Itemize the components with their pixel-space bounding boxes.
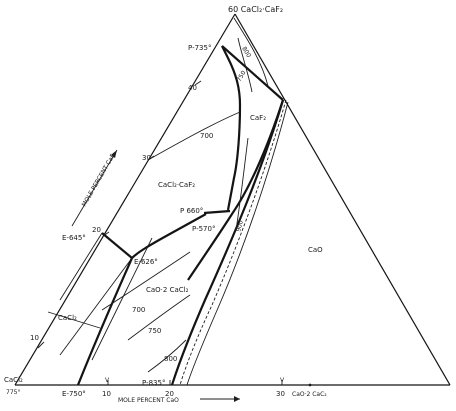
right-edge <box>235 14 450 385</box>
point-e626: E-626° <box>134 258 158 266</box>
field-cacl2-caf2: CaCl₂·CaF₂ <box>158 181 196 189</box>
isotherm-label-800-top: 800 <box>240 45 253 59</box>
left-tick-label-10: 10 <box>30 334 39 342</box>
point-p835: P-835° <box>142 379 166 387</box>
isotherm-label-750-top: 750 <box>235 69 248 83</box>
marker-v-right: V <box>280 377 285 384</box>
left-tick-label-30: 30 <box>142 154 151 162</box>
marker-v-left: V <box>105 377 110 384</box>
point-p660: P 660° <box>180 207 204 215</box>
isotherm-label-800-lower: 800 <box>164 355 178 363</box>
point-e750: E-750° <box>62 390 86 398</box>
boundary-p735-p660 <box>222 46 240 210</box>
field-cao-2cacl2: CaO·2 CaCl₂ <box>146 286 189 294</box>
isotherm-label-700-upper: 700 <box>200 132 214 140</box>
isotherm-label-700-lower: 700 <box>132 306 146 314</box>
field-cacl2: CaCl₂ <box>58 314 77 322</box>
bottom-left-temp: 775° <box>6 389 21 396</box>
field-caf2: CaF₂ <box>250 114 267 122</box>
bottom-compound-label: CaO·2 CaC₂ <box>292 391 327 398</box>
bottom-tick-label-20: 20 <box>165 390 174 398</box>
isotherm-label-750-lower: 750 <box>148 327 162 335</box>
boundary-e645-e626 <box>102 233 132 258</box>
isotherm-label-900: 900 <box>235 219 245 233</box>
left-axis-title: MOLE PERCENT CaF₂ <box>80 150 118 208</box>
left-tick-label-20: 20 <box>92 226 101 234</box>
field-line-1 <box>60 233 102 300</box>
bottom-left-vertex-label: CaCl₂ <box>4 376 23 384</box>
bottom-compound-dot <box>309 384 312 387</box>
boundary-e626-e750 <box>78 258 132 385</box>
boundary-p735-top-right <box>222 46 283 100</box>
point-p735: P-735° <box>188 44 212 52</box>
left-tick-label-40: 40 <box>188 84 197 92</box>
field-cao: CaO <box>308 246 323 254</box>
point-e645: E-645° <box>62 234 86 242</box>
isotherm-700-upper <box>148 112 240 160</box>
point-p570: P-570° <box>192 225 216 233</box>
boundary-caf2-cao <box>188 100 283 280</box>
bottom-tick-label-30: 30 <box>276 390 285 398</box>
bottom-axis-title: MOLE PERCENT CaO <box>118 397 179 404</box>
bottom-tick-label-10: 10 <box>102 390 111 398</box>
left-edge <box>15 14 235 385</box>
bottom-axis-arrowhead <box>234 396 240 402</box>
boundary-p835-cao <box>172 100 283 385</box>
field-line-3 <box>92 238 152 360</box>
top-vertex-label: 60 CaCl₂·CaF₂ <box>228 5 284 14</box>
boundary-p660-p570 <box>204 211 230 213</box>
boundary-p660-e626 <box>132 214 206 258</box>
